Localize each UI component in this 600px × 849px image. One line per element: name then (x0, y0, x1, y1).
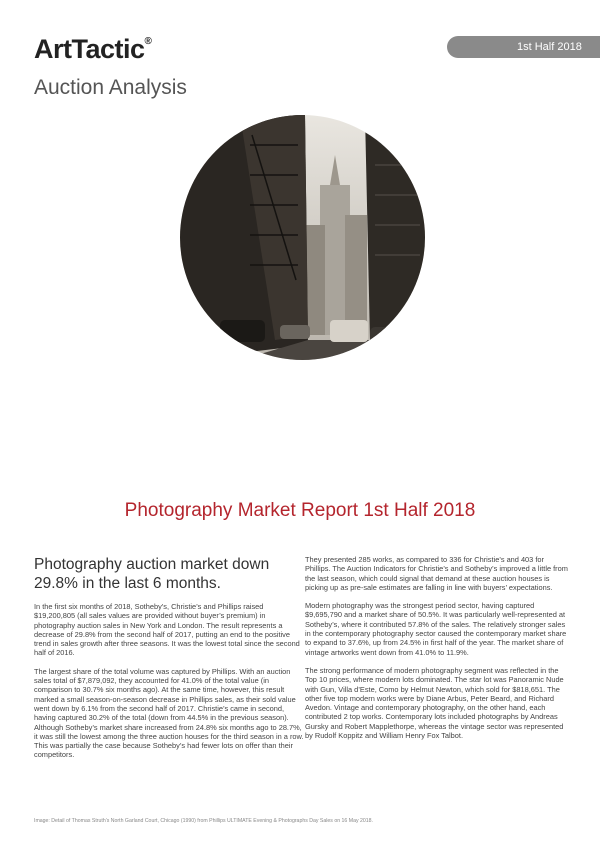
logo-text: ArtTactic (34, 34, 145, 64)
artactic-logo (34, 34, 151, 65)
paragraph: Modern photography was the strongest period sector, having captured $9,695,790 and a market share of 50.5%. It was particularly well-represented at Sotheby’s, where it contributed 57.8% of the sales. The relatively stronger sales in the contemporary photography sector caused the contemporary market share to expand to 37.6%, up from 24.5% in first half of the year. The market share of vintage artworks went down from 41.0% to 11.9%. (305, 601, 567, 657)
paragraph: The largest share of the total volume was captured by Phillips. With an auction sales total of $7,879,092, they accounted for 41.0% of the total value (in comparison to 30.7% six months ago). At the same time, however, this result marked a small season-on-season decrease in Phillips sales, as their sold value went down by 6.1% from the second half of 2017. Christie’s came in second, having captured 30.2% of the total (down from 44.5% in the previous season). Although Sotheby’s market share increased from 24.8% six months ago to 28.7%, it was still the lowest among the three auction houses for the third season in a row. This was partially the case because Sotheby’s had fewer lots on offer than their competitors. (34, 666, 304, 760)
left-column (34, 555, 304, 769)
registered-mark: ® (144, 36, 152, 47)
image-caption: Image: Detail of Thomas Struth’s North Garland Court, Chicago (1990) from Phillips ULTIMATE Evening & Photographs Day Sales on 16 May 2018. (34, 818, 373, 824)
street-photo-illustration (180, 115, 425, 360)
paragraph: They presented 285 works, as compared to 336 for Christie’s and 403 for Phillips. The Auction Indicators for Christie’s and Sotheby’s improved a little from the last season, which could signal that demand at these auction houses is picking up as pre-sale estimates are falling in line with buyers’ expectations. (305, 555, 568, 592)
report-title: Photography Market Report 1st Half 2018 (124, 500, 476, 521)
lead-headline: Photography auction market down 29.8% in the last 6 months. (34, 556, 270, 592)
period-tab (447, 36, 600, 58)
paragraph: In the first six months of 2018, Sotheby’s, Christie’s and Phillips raised $19,200,805 (all sales values are provided without buyer’s premium) in photography auction sales in New York and London. The result represents a decrease of 29.8% from the second half of 2017, putting an end to the positive trend in sales growth after three seasons. It was the lowest total since the second half of 2016. (34, 602, 300, 658)
period-label: 1st Half 2018 (517, 41, 582, 53)
auction-analysis-subtitle: Auction Analysis (34, 76, 187, 99)
street-photo (180, 115, 425, 360)
right-column (305, 555, 570, 749)
paragraph: The strong performance of modern photography segment was reflected in the Top 10 prices, where modern lots dominated. The star lot was Panoramic Nude with Gun, Villa d’Este, Como by Helmut Newton, which sold for $818,651. The other five top modern works were by Diane Arbus, Peter Beard, and Richard Avedon. Vintage and contemporary photography, on the other hand, each contributed 2 top works. Contemporary lots included photographs by Andreas Gursky and Robert Mapplethorpe, whereas the vintage sector was represented by Rudolf Koppitz and William Henry Fox Talbot. (305, 665, 564, 741)
